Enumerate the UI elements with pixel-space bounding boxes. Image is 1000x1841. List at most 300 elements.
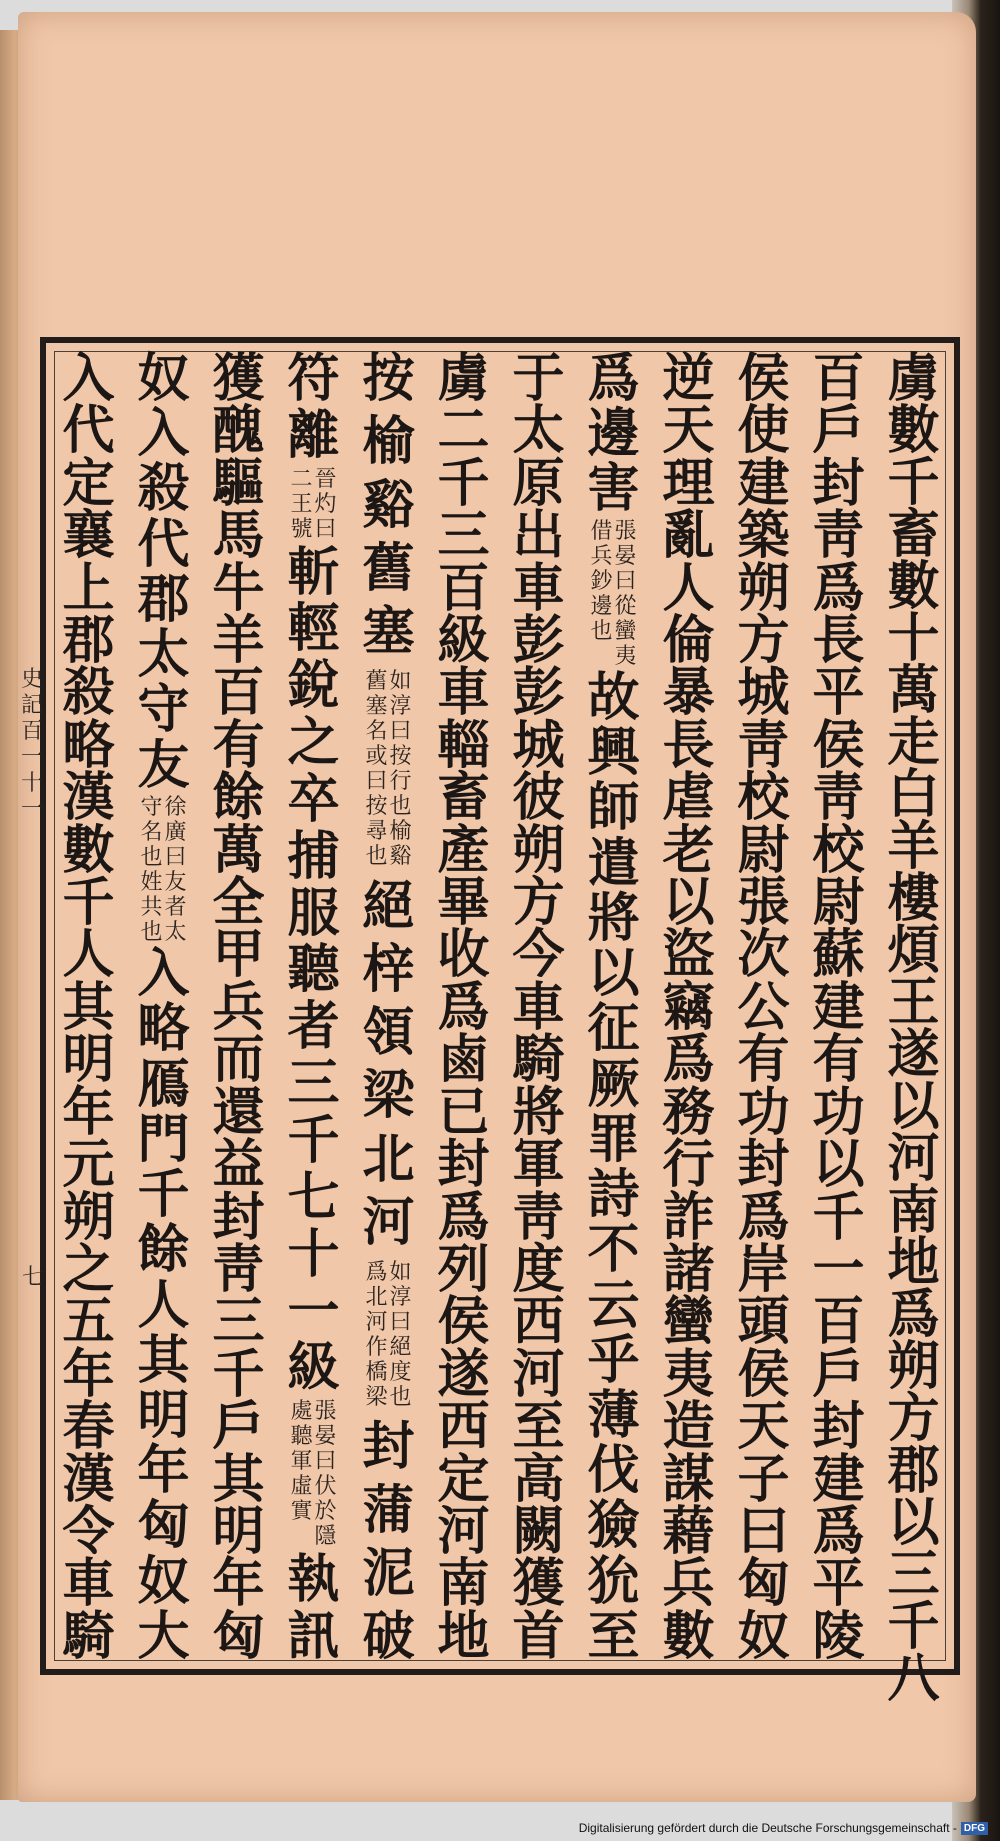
text-column	[726, 348, 801, 1667]
character: 一	[812, 1238, 865, 1300]
character: 入	[137, 403, 190, 465]
character: 泥	[362, 1542, 415, 1604]
character: 彭	[512, 610, 565, 672]
character: 詐	[662, 1186, 715, 1248]
character: 餘	[212, 767, 265, 829]
character: 平	[812, 662, 865, 724]
character: 郡	[137, 568, 190, 630]
note-character: 也	[140, 844, 163, 870]
character: 害	[587, 458, 640, 520]
character: 以	[887, 1492, 940, 1553]
character: 有	[212, 714, 265, 776]
book-page	[18, 12, 976, 1802]
character: 年	[212, 1553, 265, 1615]
note-character: 尋	[365, 819, 388, 845]
character: 于	[512, 348, 565, 409]
character: 造	[662, 1396, 715, 1458]
character: 谿	[362, 474, 415, 536]
character: 匈	[137, 1495, 190, 1557]
character: 首	[512, 1605, 565, 1667]
character: 益	[212, 1134, 265, 1196]
note-character: 谿	[389, 844, 412, 870]
character: 師	[587, 777, 640, 839]
note-character: 二	[290, 466, 313, 492]
character: 封	[812, 452, 865, 514]
character: 封	[737, 1134, 790, 1196]
note-character: 王	[290, 491, 313, 517]
character: 爲	[437, 976, 490, 1038]
character: 數	[62, 819, 115, 881]
character: 南	[437, 1553, 490, 1615]
note-character: 也	[140, 919, 163, 945]
character: 千	[62, 872, 115, 934]
text-column	[501, 348, 576, 1667]
character: 匈	[737, 1553, 790, 1615]
note-character: 友	[164, 869, 187, 895]
character: 銳	[287, 655, 340, 717]
character: 者	[287, 996, 340, 1058]
character: 遣	[587, 832, 640, 894]
character: 靑	[512, 1186, 565, 1248]
character: 築	[737, 505, 790, 567]
character: 入	[137, 943, 190, 1005]
note-character: 行	[389, 769, 412, 795]
text-column	[201, 348, 276, 1667]
character: 破	[362, 1606, 415, 1667]
character: 戶	[812, 1343, 865, 1405]
character: 蠻	[662, 1291, 715, 1353]
text-column	[51, 348, 126, 1667]
character: 方	[737, 610, 790, 672]
note-character: 名	[140, 819, 163, 845]
note-character: 虛	[290, 1474, 313, 1500]
character: 梁	[362, 1065, 415, 1127]
note-character: 按	[365, 794, 388, 820]
note-character: 度	[389, 1360, 412, 1385]
character: 朔	[62, 1186, 115, 1248]
text-column	[576, 348, 651, 1667]
commentary-line	[140, 795, 162, 945]
character: 征	[587, 998, 640, 1060]
character: 侯	[737, 348, 790, 409]
margin-character: 史	[20, 667, 43, 692]
character: 以	[587, 943, 640, 1005]
character: 五	[62, 1291, 115, 1353]
character: 天	[737, 1396, 790, 1458]
character: 兵	[662, 1553, 715, 1615]
character: 車	[512, 976, 565, 1038]
character: 次	[737, 924, 790, 986]
commentary-note	[140, 795, 186, 945]
character: 建	[812, 1448, 865, 1510]
character: 高	[512, 1448, 565, 1510]
character: 方	[512, 872, 565, 934]
character: 百	[437, 557, 490, 619]
character: 將	[512, 1081, 565, 1143]
character: 罪	[587, 1108, 640, 1170]
character: 獲	[212, 348, 265, 409]
character: 靑	[737, 714, 790, 776]
character: 太	[137, 624, 190, 686]
character: 爲	[587, 348, 640, 409]
note-character: 舊	[365, 669, 388, 695]
note-character: 淳	[389, 1285, 412, 1310]
character: 侯	[437, 1291, 490, 1353]
character: 輜	[437, 714, 490, 776]
note-character: 塞	[365, 694, 388, 720]
character: 建	[812, 976, 865, 1038]
character: 行	[662, 1134, 715, 1196]
note-character: 者	[164, 894, 187, 920]
note-character: 榆	[389, 819, 412, 845]
character: 守	[137, 679, 190, 741]
character: 城	[737, 662, 790, 724]
character: 二	[437, 400, 490, 462]
character: 千	[137, 1164, 190, 1226]
character: 畢	[437, 872, 490, 934]
character: 大	[137, 1605, 190, 1667]
character: 虜	[437, 348, 490, 409]
note-character: 如	[389, 669, 412, 695]
character: 倫	[662, 610, 715, 672]
character: 三	[287, 1053, 340, 1115]
character: 陵	[812, 1605, 865, 1667]
commentary-line	[290, 1399, 312, 1549]
character: 羊	[887, 816, 940, 877]
commentary-note	[365, 669, 411, 869]
note-character: 軍	[290, 1449, 313, 1475]
character: 走	[887, 712, 940, 773]
margin-character: 十	[20, 771, 43, 796]
text-column	[876, 348, 951, 1709]
character: 鹵	[437, 1029, 490, 1091]
character: 郡	[887, 1440, 940, 1501]
character: 彼	[512, 767, 565, 829]
character: 還	[212, 1081, 265, 1143]
character: 爲	[437, 1186, 490, 1248]
character: 太	[512, 400, 565, 462]
character: 以	[662, 872, 715, 934]
character: 全	[212, 872, 265, 934]
character: 已	[437, 1081, 490, 1143]
character: 車	[437, 662, 490, 724]
character: 聽	[287, 939, 340, 1001]
character: 白	[887, 764, 940, 825]
character: 領	[362, 1002, 415, 1063]
character: 天	[662, 400, 715, 462]
character: 封	[437, 1134, 490, 1196]
character: 列	[437, 1238, 490, 1300]
character: 功	[737, 1081, 790, 1143]
character: 元	[62, 1134, 115, 1196]
character: 蘇	[812, 924, 865, 986]
margin-character: 記	[20, 693, 43, 718]
note-character: 也	[389, 794, 412, 820]
footer-text: Digitalisierung gefördert durch die Deutsche Forschungsgemeinschaft -	[578, 1821, 957, 1835]
character: 醜	[212, 400, 265, 462]
character: 原	[512, 452, 565, 514]
character: 校	[737, 767, 790, 829]
character: 遂	[887, 1024, 940, 1085]
character: 三	[212, 1291, 265, 1353]
character: 餘	[137, 1219, 190, 1281]
character: 訊	[287, 1605, 340, 1667]
note-character: 曰	[365, 769, 388, 795]
note-character: 張	[314, 1399, 337, 1425]
character: 至	[587, 1605, 640, 1667]
character: 暴	[662, 662, 715, 724]
character: 校	[812, 819, 865, 881]
character: 春	[62, 1396, 115, 1458]
character: 爲	[737, 1186, 790, 1248]
character: 亂	[662, 505, 715, 567]
character: 羊	[212, 610, 265, 672]
commentary-line	[290, 467, 312, 542]
note-character: 曰	[314, 1449, 337, 1475]
character: 漢	[62, 767, 115, 829]
character: 甲	[212, 924, 265, 986]
character: 千	[287, 1109, 340, 1171]
note-character: 如	[389, 1260, 412, 1285]
character: 獫	[587, 1495, 640, 1557]
character: 門	[137, 1108, 190, 1170]
commentary-note	[590, 519, 636, 669]
note-character: 爲	[365, 1260, 388, 1285]
character: 人	[62, 924, 115, 986]
character: 明	[137, 1384, 190, 1446]
character: 戶	[812, 400, 865, 462]
character: 梓	[362, 938, 415, 1000]
character: 封	[212, 1186, 265, 1248]
text-column	[801, 348, 876, 1667]
note-character: 灼	[314, 491, 337, 517]
character: 頭	[737, 1291, 790, 1353]
character: 輕	[287, 598, 340, 660]
character: 詩	[587, 1164, 640, 1226]
character: 車	[62, 1553, 115, 1615]
character: 謀	[662, 1448, 715, 1510]
character: 之	[287, 712, 340, 774]
character: 度	[512, 1238, 565, 1300]
character: 朔	[512, 819, 565, 881]
note-character: 號	[290, 516, 313, 542]
margin-character: 百	[20, 719, 43, 744]
character: 王	[887, 972, 940, 1033]
character: 數	[887, 556, 940, 617]
note-character: 伏	[314, 1474, 337, 1500]
text-column	[426, 348, 501, 1667]
character: 方	[887, 1388, 940, 1449]
character: 靑	[812, 505, 865, 567]
character: 執	[287, 1549, 340, 1611]
character: 老	[662, 819, 715, 881]
commentary-line	[365, 669, 387, 869]
character: 卒	[287, 768, 340, 830]
note-character: 廣	[164, 819, 187, 845]
character: 爲	[662, 1029, 715, 1091]
character: 一	[287, 1280, 340, 1342]
character: 朔	[887, 1336, 940, 1397]
note-character: 張	[614, 518, 637, 544]
character: 千	[212, 1343, 265, 1405]
character: 入	[62, 348, 115, 409]
character: 千	[437, 452, 490, 514]
character: 千	[887, 452, 940, 513]
character: 尉	[737, 819, 790, 881]
character: 獲	[512, 1553, 565, 1615]
note-character: 邊	[590, 593, 613, 619]
character: 西	[512, 1291, 565, 1353]
character: 十	[287, 1223, 340, 1285]
character: 三	[887, 1544, 940, 1605]
character: 建	[737, 452, 790, 514]
note-character: 共	[140, 894, 163, 920]
character: 戶	[212, 1396, 265, 1458]
character: 定	[437, 1448, 490, 1510]
note-character: 按	[389, 744, 412, 770]
character: 產	[437, 819, 490, 881]
character: 至	[512, 1396, 565, 1458]
note-character: 北	[365, 1285, 388, 1310]
character: 彭	[512, 662, 565, 724]
note-character: 淳	[389, 694, 412, 720]
character: 收	[437, 924, 490, 986]
character: 曰	[737, 1500, 790, 1562]
character: 定	[62, 452, 115, 514]
character: 使	[737, 400, 790, 462]
character: 而	[212, 1029, 265, 1091]
character: 符	[287, 348, 340, 409]
character: 萬	[887, 660, 940, 721]
character: 殺	[137, 458, 190, 520]
character: 盜	[662, 924, 715, 986]
character: 長	[662, 714, 715, 776]
character: 河	[512, 1343, 565, 1405]
character: 公	[737, 976, 790, 1038]
note-character: 借	[590, 518, 613, 544]
character: 千	[887, 1596, 940, 1657]
character: 三	[437, 505, 490, 567]
note-character: 名	[365, 719, 388, 745]
note-character: 曰	[314, 516, 337, 542]
note-character: 絕	[389, 1335, 412, 1360]
note-character: 姓	[140, 869, 163, 895]
note-character: 晏	[314, 1424, 337, 1450]
character: 軍	[512, 1134, 565, 1196]
note-character: 於	[314, 1499, 337, 1525]
character: 云	[587, 1274, 640, 1336]
character: 以	[812, 1134, 865, 1196]
character: 略	[62, 714, 115, 776]
character: 百	[812, 1291, 865, 1353]
character: 千	[812, 1186, 865, 1248]
character: 侯	[812, 714, 865, 776]
character: 數	[887, 400, 940, 461]
character: 上	[62, 557, 115, 619]
character: 略	[137, 998, 190, 1060]
note-character: 晏	[614, 543, 637, 569]
character: 榆	[362, 411, 415, 473]
character: 代	[62, 400, 115, 462]
character: 虐	[662, 767, 715, 829]
character: 絕	[362, 875, 415, 937]
character: 尉	[812, 872, 865, 934]
character: 煩	[887, 920, 940, 981]
note-character: 實	[290, 1499, 313, 1525]
character: 年	[62, 1343, 115, 1405]
character: 朔	[737, 557, 790, 619]
commentary-line	[590, 519, 612, 669]
character: 長	[812, 610, 865, 672]
character: 興	[587, 722, 640, 784]
character: 奴	[137, 348, 190, 409]
note-character: 隱	[314, 1524, 337, 1550]
character: 代	[137, 513, 190, 575]
character: 平	[812, 1553, 865, 1615]
character: 地	[887, 1232, 940, 1293]
character: 百	[812, 348, 865, 409]
character: 匈	[212, 1605, 265, 1667]
character: 奴	[137, 1550, 190, 1612]
character: 騎	[62, 1605, 115, 1667]
commentary-note	[290, 467, 336, 542]
character: 出	[512, 505, 565, 567]
character: 年	[137, 1440, 190, 1502]
character: 數	[662, 1605, 715, 1667]
note-character: 太	[164, 919, 187, 945]
character: 城	[512, 714, 565, 776]
character: 馬	[212, 505, 265, 567]
character: 人	[137, 1274, 190, 1336]
commentary-note	[290, 1399, 336, 1549]
character: 以	[887, 1076, 940, 1137]
character: 襄	[62, 505, 115, 567]
character: 兵	[212, 976, 265, 1038]
note-character: 或	[365, 744, 388, 770]
character: 侯	[737, 1343, 790, 1405]
character: 驅	[212, 452, 265, 514]
character: 明	[62, 1029, 115, 1091]
note-character: 也	[389, 1385, 412, 1410]
character: 車	[512, 557, 565, 619]
character: 虜	[887, 348, 940, 409]
note-character: 河	[365, 1310, 388, 1335]
character: 乎	[587, 1329, 640, 1391]
character: 子	[737, 1448, 790, 1510]
note-character: 守	[140, 794, 163, 820]
character: 薄	[587, 1384, 640, 1446]
character: 藉	[662, 1500, 715, 1562]
character: 畜	[887, 504, 940, 565]
character: 人	[662, 557, 715, 619]
note-character: 聽	[290, 1424, 313, 1450]
margin-character: 一	[20, 745, 43, 770]
character: 地	[437, 1605, 490, 1667]
dfg-logo: DFG	[961, 1822, 988, 1835]
character: 西	[437, 1396, 490, 1458]
text-column	[126, 348, 201, 1667]
commentary-line	[315, 1399, 337, 1549]
character: 靑	[812, 767, 865, 829]
character: 有	[737, 1029, 790, 1091]
character: 爲	[812, 557, 865, 619]
text-column	[276, 348, 351, 1667]
note-character: 曰	[164, 844, 187, 870]
character: 捕	[287, 825, 340, 887]
character: 河	[437, 1500, 490, 1562]
character: 夷	[662, 1343, 715, 1405]
character: 封	[812, 1396, 865, 1458]
